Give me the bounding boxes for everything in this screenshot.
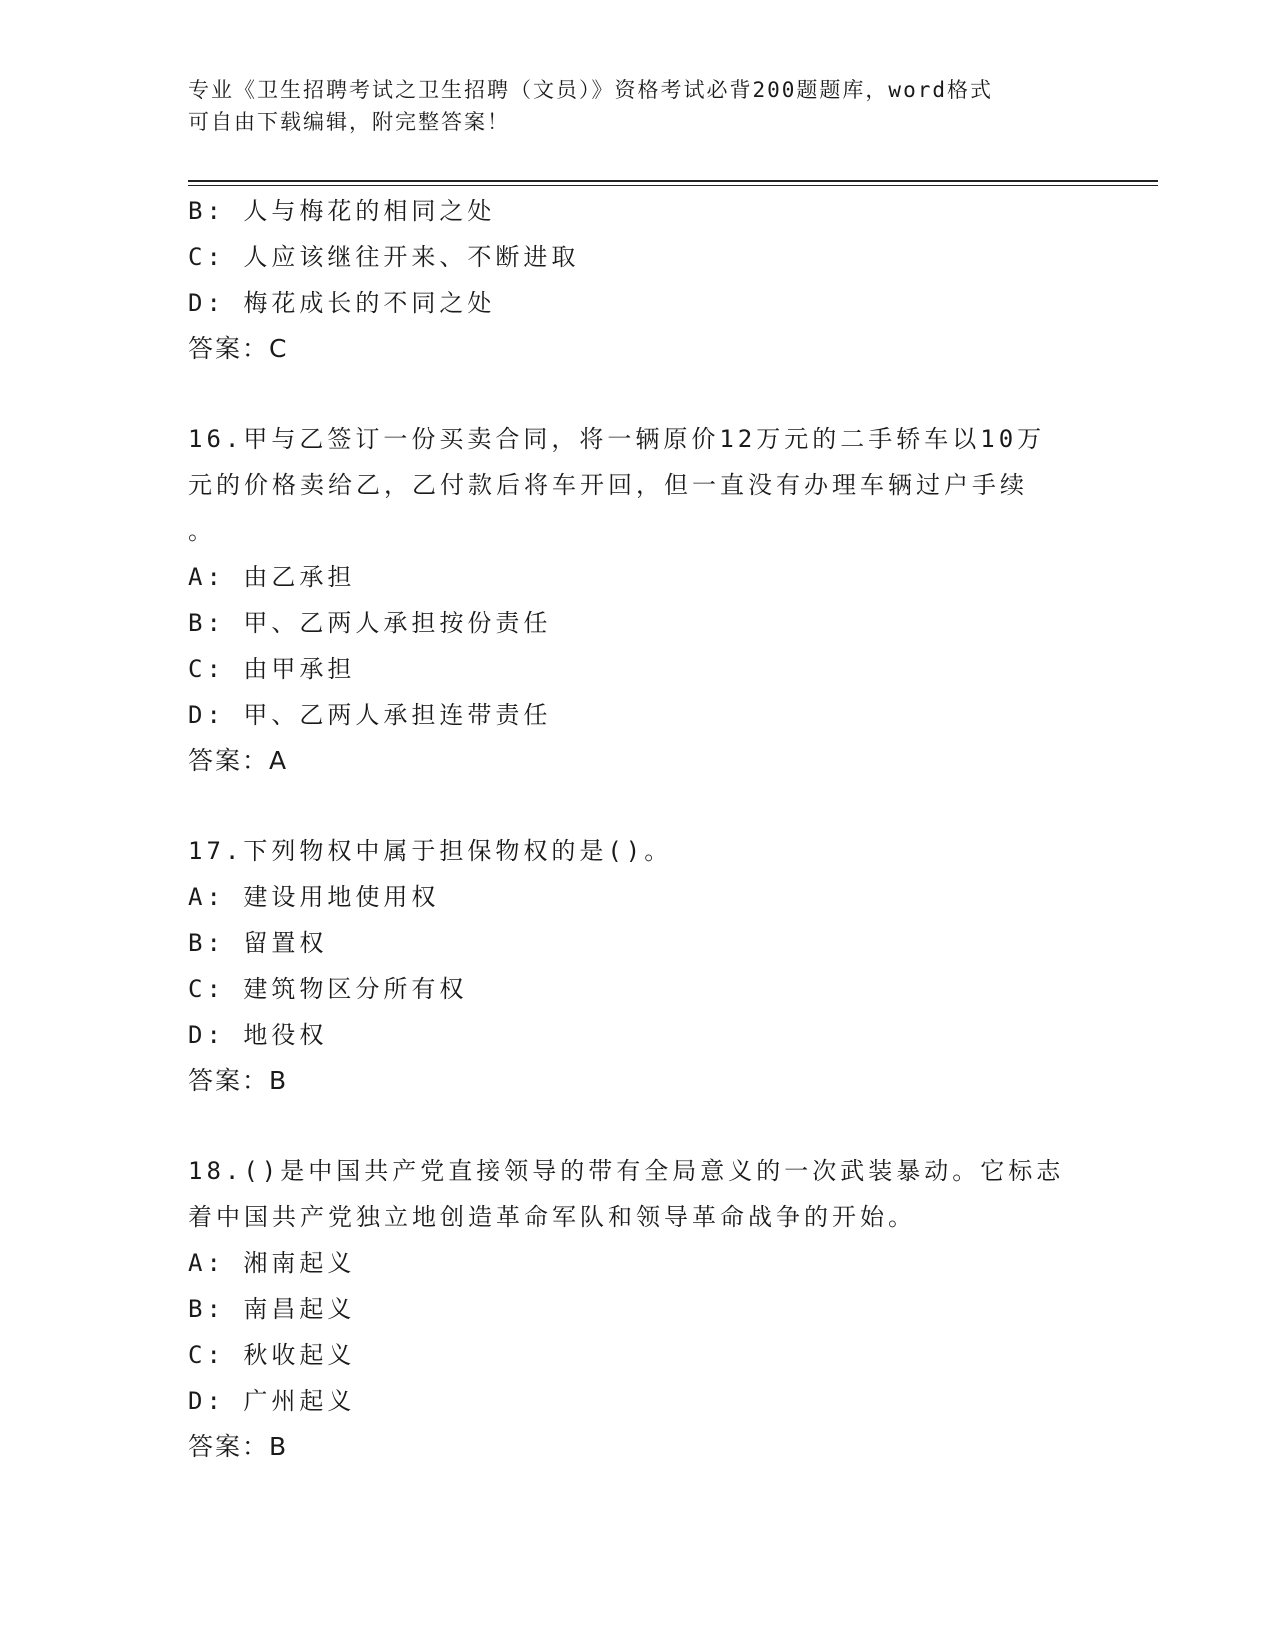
- question-text-line-3: 。: [188, 517, 216, 545]
- option-c: C: 由甲承担: [188, 655, 356, 683]
- option-d: D: 梅花成长的不同之处: [188, 289, 496, 317]
- answer: 答案：B: [188, 1066, 289, 1095]
- question-text-line-2: 元的价格卖给乙，乙付款后将车开回，但一直没有办理车辆过户手续: [188, 471, 1028, 499]
- header-rule-thin: [188, 185, 1158, 186]
- header-line-1: 专业《卫生招聘考试之卫生招聘（文员）》资格考试必背200题题库，word格式: [188, 78, 993, 102]
- option-b: B: 南昌起义: [188, 1295, 356, 1323]
- question-content: [188, 188, 1088, 1470]
- answer: 答案：B: [188, 1432, 289, 1461]
- option-d: D: 广州起义: [188, 1387, 356, 1415]
- option-b: B: 留置权: [188, 929, 328, 957]
- question-text-line-1: 18.()是中国共产党直接领导的带有全局意义的一次武装暴动。它标志: [188, 1157, 1065, 1185]
- answer: 答案：A: [188, 746, 289, 775]
- question-text-line-1: 16.甲与乙签订一份买卖合同，将一辆原价12万元的二手轿车以10万: [188, 425, 1046, 453]
- option-c: C: 人应该继往开来、不断进取: [188, 243, 580, 271]
- option-b: B: 甲、乙两人承担按份责任: [188, 609, 552, 637]
- option-a: A: 由乙承担: [188, 563, 356, 591]
- option-c: C: 建筑物区分所有权: [188, 975, 468, 1003]
- question-text-line-2: 着中国共产党独立地创造革命军队和领导革命战争的开始。: [188, 1203, 916, 1231]
- question-17: [188, 828, 1088, 1104]
- option-d: D: 地役权: [188, 1021, 328, 1049]
- option-c: C: 秋收起义: [188, 1341, 356, 1369]
- option-b: B: 人与梅花的相同之处: [188, 197, 496, 225]
- question-16: [188, 416, 1088, 784]
- question-15-continued: [188, 188, 1088, 372]
- option-a: A: 湘南起义: [188, 1249, 356, 1277]
- document-header: [188, 74, 1088, 138]
- answer: 答案：C: [188, 334, 289, 363]
- header-line-2: 可自由下载编辑，附完整答案！: [188, 110, 510, 134]
- question-18: [188, 1148, 1088, 1470]
- header-rule-thick: [188, 180, 1158, 182]
- option-d: D: 甲、乙两人承担连带责任: [188, 701, 552, 729]
- question-text-line-1: 17.下列物权中属于担保物权的是()。: [188, 837, 673, 865]
- option-a: A: 建设用地使用权: [188, 883, 440, 911]
